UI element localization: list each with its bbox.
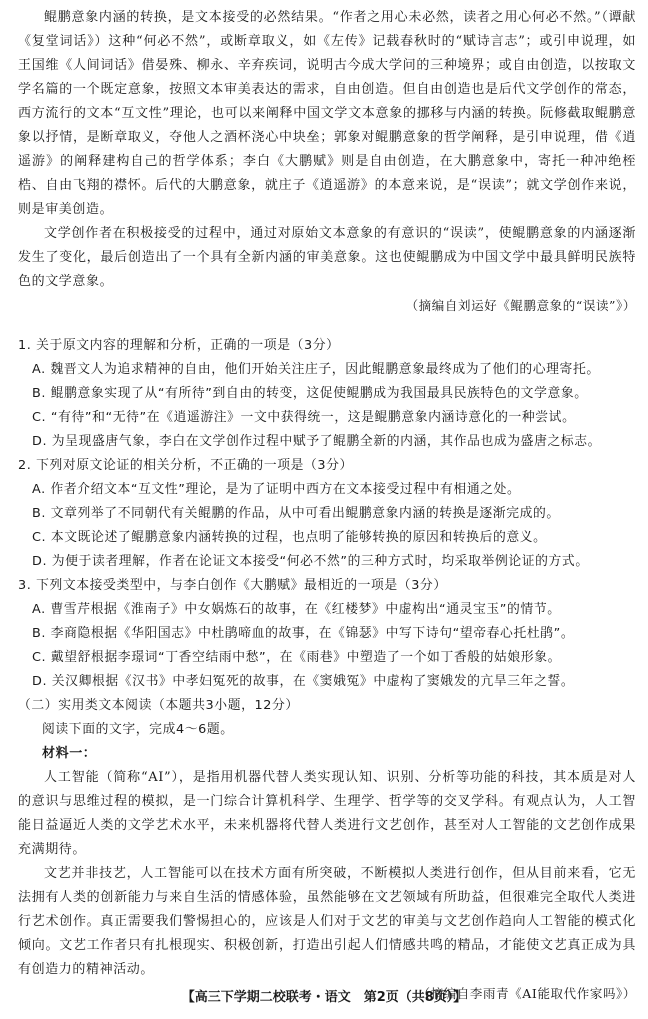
question-option: D. 关汉卿根据《汉书》中孝妇冤死的故事，在《窦娥冤》中虚构了窦娥发的亢旱三年之誓。 xyxy=(32,674,575,689)
page-footer: 【高三下学期二校联考・语文 第2页（共8页）】 xyxy=(181,990,467,1005)
question-option: C. “有待”和“无待”在《逍遥游注》一文中获得统一，这是鲲鹏意象内涵诗意化的一种尝试。 xyxy=(32,410,576,425)
question-stem: 3. 下列文本接受类型中，与李白创作《大鹏赋》最相近的一项是（3分） xyxy=(18,578,447,593)
question-option: C. 本文既论述了鲲鹏意象内涵转换的过程，也点明了能够转换的原因和转换后的意义。 xyxy=(32,530,547,545)
question-stem: 1. 关于原文内容的理解和分析，正确的一项是（3分） xyxy=(18,338,340,353)
passage-paragraph: 鲲鹏意象内涵的转换，是文本接受的必然结果。“作者之用心未必然，读者之用心何必不然。”（谭献《复堂词话》）这种“何必不然”，或断章取义，如《左传》记载春秋时的“赋诗言志”；或引申说理，如王国维《人间词话》借晏殊、柳永、辛弃疾词，说明古今成大学问的三种境界；或自由创造，以按取文学名篇的一个既定意象，按照文本审美表达的需求，自由创造。但自由创造也是后代文学创作的常态，西方流行的文本“互文性”理论，也可以来阐释中国文学文本意象的挪移与内涵的转换。阮修截取鲲鹏意象以抒情，是断章取义，夺他人之酒杯浇心中块垒；郭象对鲲鹏意象的哲学阐释，是引申说理，借《逍遥游》的阐释建构自己的哲学体系；李白《大鹏赋》则是自由创造，在大鹏意象中，寄托一种冲绝桎梏、自由飞翔的襟怀。后代的大鹏意象，就庄子《逍遥游》的本意来说，是“误读”；就文学创作来说，则是审美创造。 xyxy=(18,10,636,217)
question-option: B. 李商隐根据《华阳国志》中杜鹃啼血的故事，在《锦瑟》中写下诗句“望帝春心托杜鹃”。 xyxy=(32,626,575,641)
question-option: A. 魏晋文人为追求精神的自由，他们开始关注庄子，因此鲲鹏意象最终成为了他们的心理寄托。 xyxy=(32,362,600,377)
material-paragraph: 文艺并非技艺，人工智能可以在技术方面有所突破，不断模拟人类进行创作，但从目前来看，它无法拥有人类的创新能力与来自生活的情感体验，虽然能够在文艺领域有所助益，但很难完全取代人类进行艺术创作。真正需要我们警惕担心的，应该是人们对于文艺的审美与文艺创作趋向人工智能的模式化倾向。文艺工作者只有扎根现实、积极创新，打造出引起人们情感共鸣的精品，才能使文艺真正成为具有创造力的精神活动。 xyxy=(18,866,636,977)
questions-block xyxy=(18,334,636,1006)
source-citation: （摘编自李雨青《AI能取代作家吗》） xyxy=(417,986,636,1001)
question-option: D. 为呈现盛唐气象，李白在文学创作过程中赋予了鲲鹏全新的内涵，其作品也成为盛唐之标志。 xyxy=(32,434,602,449)
material-label: 材料一： xyxy=(42,746,97,761)
question-option: B. 鲲鹏意象实现了从“有所待”到自由的转变，这促使鲲鹏成为我国最具民族特色的文学意象。 xyxy=(32,386,588,401)
question-option: A. 作者介绍文本“互文性”理论，是为了证明中西方在文本接受过程中有相通之处。 xyxy=(32,482,521,497)
question-option: A. 曹雪芹根据《淮南子》中女娲炼石的故事，在《红楼梦》中虚构出“通灵宝玉”的情节。 xyxy=(32,602,561,617)
instruction-text: 阅读下面的文字，完成4～6题。 xyxy=(42,722,234,737)
passage-paragraph: 文学创作者在积极接受的过程中，通过对原始文本意象的有意识的“误读”，使鲲鹏意象的内涵逐渐发生了变化，最后创造出了一个具有全新内涵的审美意象。这也使鲲鹏成为中国文学中最具鲜明民族特色的文学意象。 xyxy=(18,226,636,289)
question-option: C. 戴望舒根据李璟词“丁香空结雨中愁”，在《雨巷》中塑造了一个如丁香般的姑娘形象。 xyxy=(32,650,562,665)
source-citation: （摘编自刘运好《鲲鹏意象的“误读”》） xyxy=(405,298,636,313)
question-stem: 2. 下列对原文论证的相关分析，不正确的一项是（3分） xyxy=(18,458,353,473)
passage-block xyxy=(18,6,636,318)
question-option: B. 文章列举了不同朝代有关鲲鹏的作品，从中可看出鲲鹏意象内涵的转换是逐渐完成的。 xyxy=(32,506,560,521)
question-option: D. 为便于读者理解，作者在论证文本接受“何必不然”的三种方式时，均采取举例论证的方式。 xyxy=(32,554,589,569)
section-heading: （二）实用类文本阅读（本题共3小题，12分） xyxy=(18,698,299,713)
material-paragraph: 人工智能（简称“AI”），是指用机器代替人类实现认知、识别、分析等功能的科技，其本质是对人的意识与思维过程的模拟，是一门综合计算机科学、生理学、哲学等的交叉学科。有观点认为，人工智能日益逼近人类的文学艺术水平，未来机器将代替人类进行文艺创作，甚至对人工智能的文艺创作成果充满期待。 xyxy=(18,770,636,857)
